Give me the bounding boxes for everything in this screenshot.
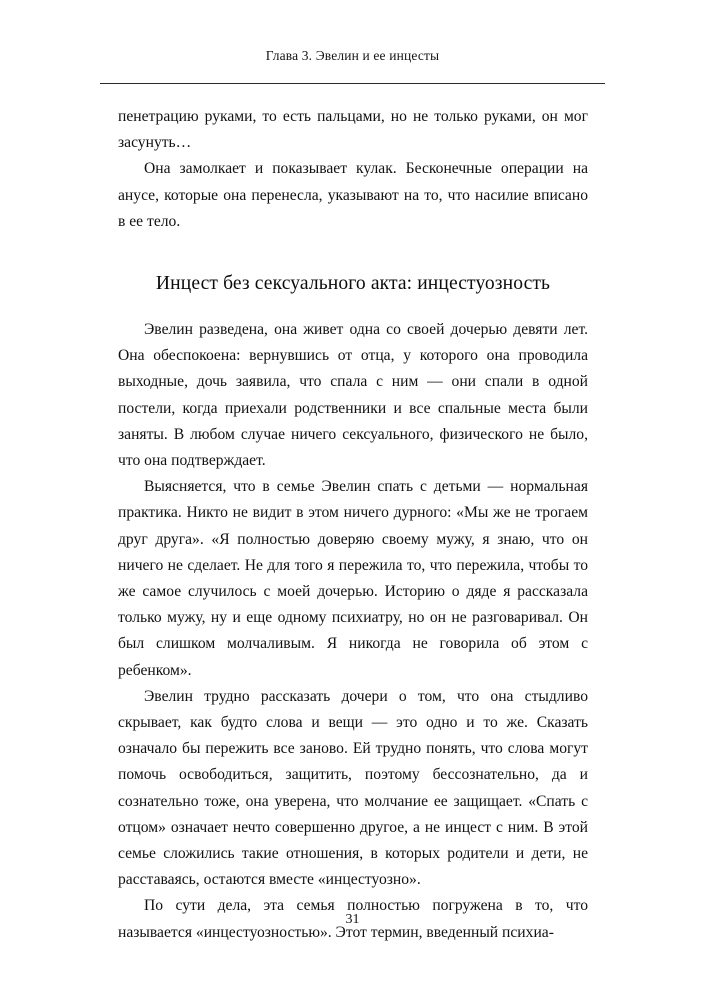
paragraph: По сути дела, эта семья полностью погружена в то, что называется «инцестуозностью». Этот термин, введенный психиа- xyxy=(118,897,588,941)
paragraph: Выясняется, что в семье Эвелин спать с детьми — нормальная практика. Никто не видит в этом ничего дурного: «Мы же не трогаем друг друга». «Я полностью доверяю своему мужу, я знаю, что он ничего не сделает. Не для того я пережила то, что пережила, чтобы то же самое случилось с моей дочерью. Историю о дяде я рассказала только мужу, ну и еще одному психиатру, но он не разговаривал. Он был слишком молчаливым. Я никогда не говорила об этом с ребенком». xyxy=(118,478,588,679)
body-text-column xyxy=(118,104,588,946)
paragraph: Эвелин трудно рассказать дочери о том, что она стыдливо скрывает, как будто слова и вещи — это одно и то же. Сказать означало бы пережить все заново. Ей трудно понять, что слова могут помочь освободиться, защитить, поэтому бессознательно, да и сознательно тоже, она уверена, что молчание ее защищает. «Спать с отцом» означает нечто совершенно другое, а не инцест с ним. В этой семье сложились такие отношения, в которых родители и дети, не расставаясь, остаются вместе «инцестуозно». xyxy=(118,687,588,889)
paragraph: Она замолкает и показывает кулак. Бесконечные операции на анусе, которые она перенесла, указывают на то, что насилие вписано в ее тело. xyxy=(118,160,588,230)
running-head: Глава 3. Эвелин и ее инцесты xyxy=(265,48,440,63)
section-heading: Инцест без сексуального акта: инцестуозность xyxy=(155,273,551,295)
paragraph: Эвелин разведена, она живет одна со своей дочерью девяти лет. Она обеспокоена: вернувшись от отца, у которого она проводила выходные, дочь заявила, что спала с ним — они спали в одной постели, когда приехали родственники и все спальные места были заняты. В любом случае ничего сексуального, физического не было, что она подтверждает. xyxy=(118,321,588,470)
page-number: 31 xyxy=(345,912,360,927)
paragraph: пенетрацию руками, то есть пальцами, но не только руками, он мог засунуть… xyxy=(118,108,588,152)
header-divider xyxy=(100,83,605,84)
